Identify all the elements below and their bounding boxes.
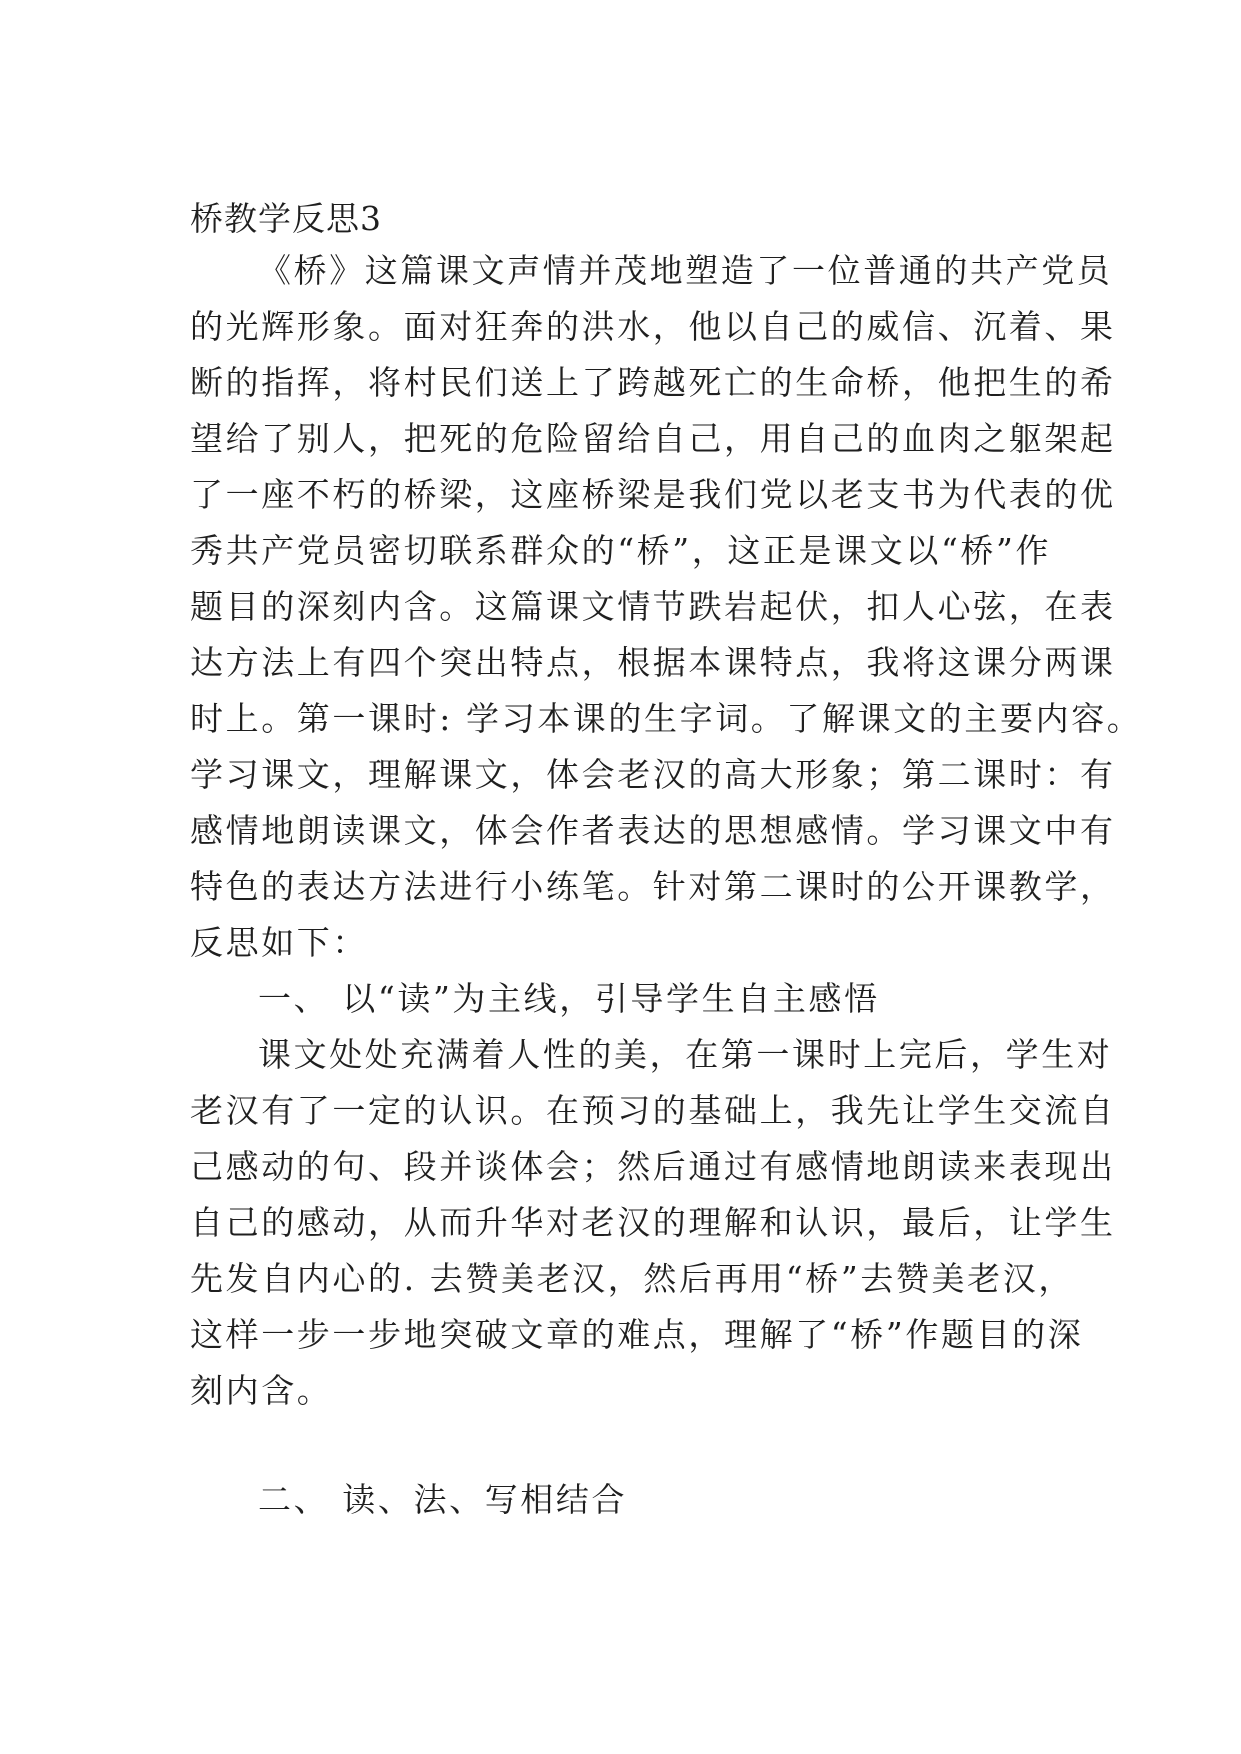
paragraph-line: 了一座不朽的桥梁，这座桥梁是我们党以老支书为代表的优 [190, 475, 1116, 514]
paragraph-line: 断的指挥，将村民们送上了跨越死亡的生命桥，他把生的希 [190, 363, 1116, 402]
paragraph-line: 题目的深刻内含。这篇课文情节跌岩起伏，扣人心弦，在表 [190, 587, 1116, 626]
paragraph-line: 秀共产党员密切联系群众的“桥”，这正是课文以“桥”作 [190, 531, 1052, 570]
paragraph-line: 望给了别人，把死的危险留给自己，用自己的血肉之躯架起 [190, 419, 1116, 458]
paragraph-line: 老汉有了一定的认识。在预习的基础上，我先让学生交流自 [190, 1091, 1116, 1130]
paragraph-line: 刻内含。 [190, 1371, 333, 1410]
paragraph-line: 自己的感动，从而升华对老汉的理解和认识，最后，让学生 [190, 1203, 1116, 1242]
paragraph-line: 特色的表达方法进行小练笔。针对第二课时的公开课教学， [190, 867, 1116, 906]
paragraph-line: 这样一步一步地突破文章的难点，理解了“桥”作题目的深 [190, 1315, 1084, 1354]
paragraph-line: 先发自内心的. 去赞美老汉，然后再用“桥”去赞美老汉， [190, 1259, 1074, 1298]
paragraph-line: 课文处处充满着人性的美，在第一课时上完后，学生对 [258, 1035, 1113, 1074]
section-heading-2: 二、 读、法、写相结合 [258, 1480, 628, 1519]
section-heading-1: 一、 以“读”为主线，引导学生自主感悟 [258, 979, 880, 1018]
paragraph-line: 学习课文，理解课文，体会老汉的高大形象；第二课时：有 [190, 755, 1116, 794]
paragraph-line: 达方法上有四个突出特点，根据本课特点，我将这课分两课 [190, 643, 1116, 682]
paragraph-line: 《桥》这篇课文声情并茂地塑造了一位普通的共产党员 [258, 251, 1113, 290]
paragraph-line: 时上。第一课时: 学习本课的生字词。了解课文的主要内容。 [190, 699, 1143, 738]
paragraph-line: 己感动的句、段并谈体会；然后通过有感情地朗读来表现出 [190, 1147, 1116, 1186]
paragraph-line: 反思如下： [190, 923, 368, 962]
paragraph-line: 感情地朗读课文，体会作者表达的思想感情。学习课文中有 [190, 811, 1116, 850]
document-title: 桥教学反思3 [190, 199, 382, 238]
paragraph-line: 的光辉形象。面对狂奔的洪水，他以自己的威信、沉着、果 [190, 307, 1116, 346]
